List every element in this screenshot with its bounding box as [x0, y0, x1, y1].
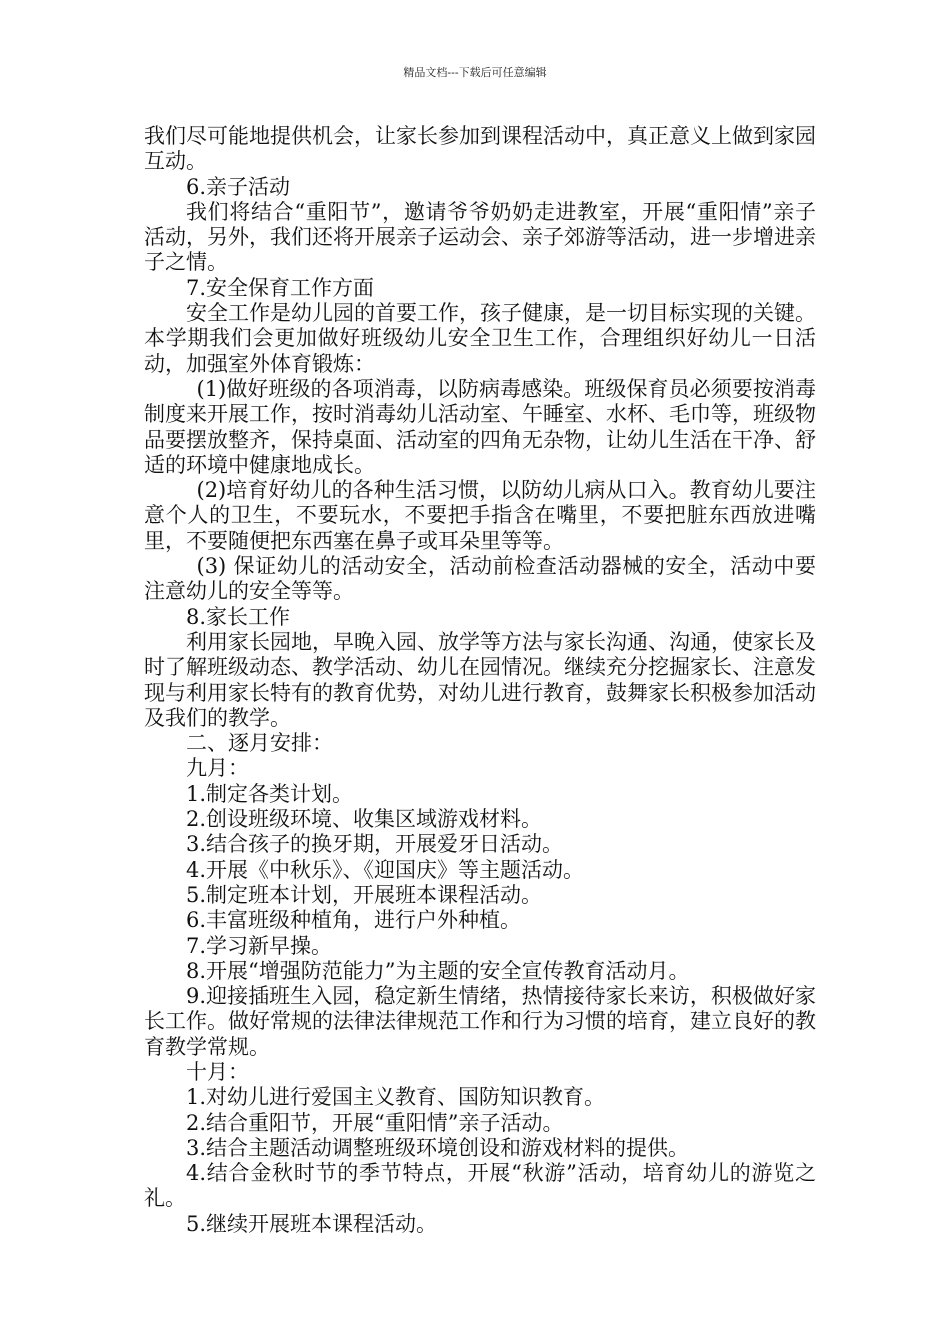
- list-item: (1)做好班级的各项消毒，以防病毒感染。班级保育员必须要按消毒制度来开展工作，按时消毒幼儿活动室、午睡室、水杯、毛巾等，班级物品要摆放整齐，保持桌面、活动室的四角无杂物，让幼儿生活在干净、舒适的环境中健康地成长。: [144, 376, 816, 477]
- page-header: 精品文档---下载后可任意编辑: [403, 66, 547, 79]
- paragraph: 我们将结合“重阳节”，邀请爷爷奶奶走进教室，开展“重阳情”亲子活动，另外，我们还将开展亲子运动会、亲子郊游等活动，进一步增进亲子之情。: [144, 199, 816, 275]
- document-body: [144, 124, 816, 1237]
- section-heading: 7.安全保育工作方面: [186, 275, 375, 300]
- paragraph: 我们尽可能地提供机会，让家长参加到课程活动中，真正意义上做到家园互动。: [144, 124, 816, 174]
- list-item: 8.开展“增强防范能力”为主题的安全宣传教育活动月。: [186, 958, 690, 983]
- list-item: 5.继续开展班本课程活动。: [186, 1211, 438, 1236]
- list-item: 1.对幼儿进行爱国主义教育、国防知识教育。: [186, 1085, 606, 1110]
- list-item: 9.迎接插班生入园，稳定新生情绪，热情接待家长来访，积极做好家长工作。做好常规的法律法律规范工作和行为习惯的培育，建立良好的教育教学常规。: [144, 984, 816, 1059]
- list-item: 1.制定各类计划。: [186, 781, 354, 806]
- list-item: 3.结合主题活动调整班级环境创设和游戏材料的提供。: [186, 1135, 690, 1160]
- month-heading: 十月：: [186, 1059, 249, 1084]
- section-heading: 6.亲子活动: [186, 174, 291, 199]
- list-item: 3.结合孩子的换牙期，开展爱牙日活动。: [186, 832, 564, 857]
- paragraph: 利用家长园地，早晚入园、放学等方法与家长沟通、沟通，使家长及时了解班级动态、教学活动、幼儿在园情况。继续充分挖掘家长、注意发现与利用家长特有的教育优势，对幼儿进行教育，鼓舞家长积极参加活动及我们的教学。: [144, 629, 816, 730]
- list-item: 2.创设班级环境、收集区域游戏材料。: [186, 807, 543, 832]
- list-item: 4.开展《中秋乐》、《迎国庆》等主题活动。: [186, 857, 585, 882]
- list-item: 2.结合重阳节，开展“重阳情”亲子活动。: [186, 1110, 564, 1135]
- section-heading: 8.家长工作: [186, 604, 291, 629]
- list-item: 5.制定班本计划，开展班本课程活动。: [186, 882, 543, 907]
- list-item: (2)培育好幼儿的各种生活习惯，以防幼儿病从口入。教育幼儿要注意个人的卫生，不要玩水，不要把手指含在嘴里，不要把脏东西放进嘴里，不要随便把东西塞在鼻子或耳朵里等等。: [144, 478, 816, 553]
- month-heading: 九月：: [186, 756, 249, 781]
- list-item: (3) 保证幼儿的活动安全，活动前检查活动器械的安全，活动中要注意幼儿的安全等等。: [144, 554, 816, 604]
- list-item: 4.结合金秋时节的季节特点，开展“秋游”活动，培育幼儿的游览之礼。: [144, 1161, 816, 1211]
- paragraph: 安全工作是幼儿园的首要工作，孩子健康，是一切目标实现的关键。本学期我们会更加做好班级幼儿安全卫生工作，合理组织好幼儿一日活动，加强室外体育锻炼：: [144, 301, 816, 376]
- list-item: 7.学习新早操。: [186, 933, 333, 958]
- section-heading: 二、逐月安排：: [186, 731, 333, 756]
- list-item: 6.丰富班级种植角，进行户外种植。: [186, 908, 522, 933]
